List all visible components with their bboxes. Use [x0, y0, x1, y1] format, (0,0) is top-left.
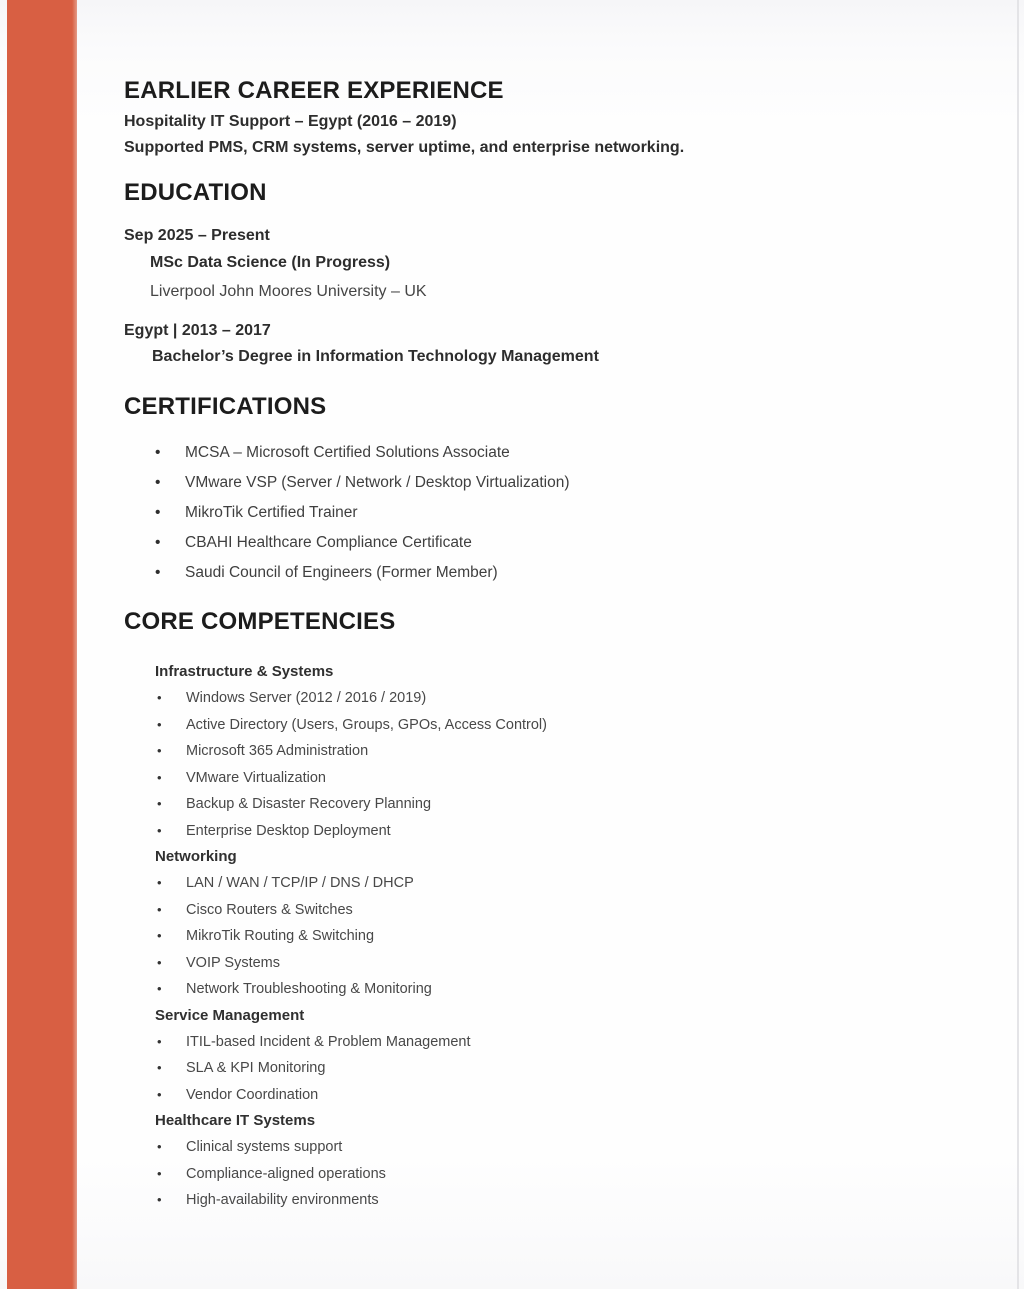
competency-text: Compliance-aligned operations — [186, 1165, 386, 1182]
competency-item — [124, 1055, 944, 1082]
competency-text: MikroTik Routing & Switching — [186, 928, 375, 944]
competency-item — [124, 712, 944, 739]
competency-item — [124, 1029, 944, 1056]
competency-item — [124, 1082, 944, 1109]
competency-text: Enterprise Desktop Deployment — [186, 822, 391, 839]
bullet-marker: • — [157, 1165, 162, 1181]
competency-item — [124, 897, 944, 924]
resume-content — [124, 78, 944, 1214]
bullet-marker: • — [157, 1033, 162, 1049]
competency-item — [124, 923, 944, 950]
bullet-marker: • — [157, 716, 162, 732]
bullet-marker: • — [157, 1086, 162, 1102]
education-degree: Bachelor’s Degree in Information Technology Management — [152, 348, 599, 365]
certification-text: MCSA – Microsoft Certified Solutions Associate — [185, 444, 510, 461]
competency-text: ITIL-based Incident & Problem Management — [186, 1033, 471, 1050]
bullet-marker: • — [157, 690, 162, 705]
competency-text: Active Directory (Users, Groups, GPOs, Access Control) — [186, 716, 547, 733]
bullet-marker: • — [157, 769, 162, 785]
bullet-marker: • — [157, 796, 162, 811]
bullet-marker: • — [157, 1060, 162, 1075]
earlier-career-title: EARLIER CAREER EXPERIENCE — [124, 77, 504, 104]
competency-group-heading: Service Management — [155, 1006, 305, 1024]
competency-list — [124, 870, 944, 1003]
section-education — [124, 180, 944, 370]
bullet-marker: • — [157, 1139, 162, 1154]
bullet-marker: • — [157, 928, 162, 943]
competency-item — [124, 950, 944, 977]
competency-text: Vendor Coordination — [186, 1086, 319, 1103]
competency-text: High-availability environments — [186, 1192, 379, 1208]
education-degree: MSc Data Science (In Progress) — [150, 254, 391, 271]
education-title: EDUCATION — [124, 179, 267, 206]
career-role-line: Hospitality IT Support – Egypt (2016 – 2019) — [124, 113, 457, 130]
competency-list — [124, 1029, 944, 1109]
competency-item — [124, 1187, 944, 1214]
certification-text: Saudi Council of Engineers (Former Member) — [185, 564, 498, 581]
competency-item — [124, 1161, 944, 1188]
bullet-marker: • — [157, 1192, 162, 1207]
section-certifications — [124, 394, 944, 588]
competency-list — [124, 1134, 944, 1214]
certification-item — [124, 438, 944, 468]
competency-item — [124, 738, 944, 765]
competency-list — [124, 685, 944, 844]
bullet-marker: • — [155, 504, 161, 521]
competency-text: Backup & Disaster Recovery Planning — [186, 796, 432, 812]
bullet-marker: • — [155, 444, 161, 461]
competency-text: LAN / WAN / TCP/IP / DNS / DHCP — [186, 875, 414, 891]
education-entry — [124, 223, 944, 305]
certification-text: CBAHI Healthcare Compliance Certificate — [185, 534, 472, 551]
competency-item — [124, 870, 944, 897]
career-summary-line: Supported PMS, CRM systems, server uptime, and enterprise networking. — [124, 139, 685, 156]
education-dates: Sep 2025 – Present — [124, 227, 270, 244]
certification-item — [124, 558, 944, 588]
competency-item — [124, 791, 944, 818]
competency-item — [124, 1134, 944, 1161]
certification-text: VMware VSP (Server / Network / Desktop Virtualization) — [185, 474, 570, 491]
competency-group-heading: Infrastructure & Systems — [155, 663, 334, 680]
bullet-marker: • — [157, 954, 162, 970]
education-dates: Egypt | 2013 – 2017 — [124, 322, 271, 339]
page-edge — [1017, 0, 1019, 1289]
competency-item — [124, 976, 944, 1003]
certifications-title: CERTIFICATIONS — [124, 393, 327, 420]
competency-text: SLA & KPI Monitoring — [186, 1060, 326, 1076]
competency-text: Windows Server (2012 / 2016 / 2019) — [186, 690, 427, 706]
certifications-list — [124, 438, 944, 588]
certification-text: MikroTik Certified Trainer — [185, 504, 358, 521]
bullet-marker: • — [155, 474, 161, 491]
competency-text: Clinical systems support — [186, 1139, 343, 1155]
competency-group-heading: Healthcare IT Systems — [155, 1112, 316, 1129]
competency-item — [124, 765, 944, 792]
bullet-marker: • — [157, 981, 162, 996]
competency-group-heading: Networking — [155, 848, 237, 865]
education-institution: Liverpool John Moores University – UK — [150, 283, 427, 300]
certification-item — [124, 498, 944, 528]
bullet-marker: • — [157, 822, 162, 838]
education-entry — [124, 318, 944, 370]
section-earlier-career — [124, 78, 944, 161]
competency-text: VOIP Systems — [186, 954, 281, 971]
certification-item — [124, 528, 944, 558]
bullet-marker: • — [157, 875, 162, 890]
bullet-marker: • — [155, 534, 161, 551]
competency-item — [124, 818, 944, 845]
competency-text: Microsoft 365 Administration — [186, 743, 369, 759]
competency-item — [124, 685, 944, 712]
certification-item — [124, 468, 944, 498]
competency-text: Network Troubleshooting & Monitoring — [186, 981, 432, 997]
core-competencies-title: CORE COMPETENCIES — [124, 608, 396, 635]
competency-text: VMware Virtualization — [186, 769, 326, 786]
section-core-competencies — [124, 609, 944, 1214]
competency-text: Cisco Routers & Switches — [186, 901, 353, 918]
bullet-marker: • — [157, 901, 162, 917]
accent-bar — [7, 0, 77, 1289]
bullet-marker: • — [155, 564, 161, 581]
bullet-marker: • — [157, 743, 162, 758]
